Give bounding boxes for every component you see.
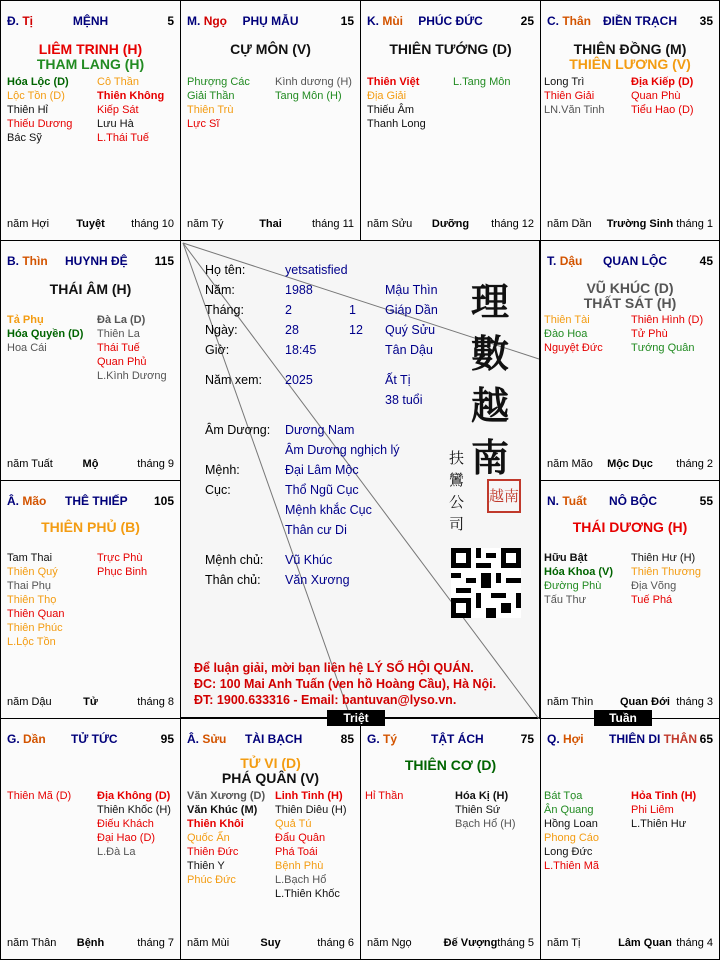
tuan-tag: Tuần [594,710,652,726]
name-value: yetsatisfied [285,263,348,277]
center-info-panel: Họ tên: yetsatisfied Năm: 1988 Mậu Thìn Tháng: 2 1 Giáp Dần Ngày: 28 12 Quý Sửu Giờ: 18:45 Tân Dậu Năm xem: 2025 Ất Tị 38 tuổi Âm Dương: Dương Nam Âm Dương nghịch lý Mệnh: Đại Lâm Mộc Cục: Thổ Ngũ Cục Mệnh khắc Cục Thân cư Di Mệnh chủ: Vũ Khúc Thân chủ: Văn Xương 理 數 越 南 扶 鸞 公 司 越南 Để luận giải, mời bạn liên hệ LÝ SỐ HỘI QUÁN. ĐC: 100 Mai Anh Tuấn (ven hồ Hoàng Cầu), Hà Nội. ĐT: 1900.633316 - Email: bantuvan@lyso.vn. [180,240,540,718]
main-star: PHÁ QUÂN (V) [221,770,320,786]
palace-tu-tuc: G. Dần TỬ TỨC 95 Thiên Mã (D) Địa Không (D) Thiên Khốc (H) Điếu Khách Đại Hao (D) L.Đà La năm Thân Bệnh tháng 7 [0,718,181,960]
contact-line: ĐT: 1900.633316 - Email: bantuvan@lyso.vn. [194,693,457,707]
contact-line: ĐC: 100 Mai Anh Tuấn (ven hồ Hoàng Cầu), Hà Nội. [194,677,497,691]
brand-char: 數 [471,331,510,376]
palace-quan-loc: T. Dậu QUAN LỘC 45 VŨ KHÚC (D) THẤT SÁT (H) Thiên Tài Đào Hoa Nguyệt Đức Thiên Hình (D) Tử Phù Tướng Quân năm Mão Mộc Dục tháng 2 [540,240,720,481]
palace-dien-trach: C. Thân ĐIỀN TRẠCH 35 THIÊN ĐỒNG (M) THIÊN LƯƠNG (V) Long Trì Thiên Giải LN.Văn Tinh Địa Kiếp (D) Quan Phù Tiểu Hao (D) năm Dần Trường Sinh tháng 1 [540,0,720,241]
palace-tat-ach: G. Tý TẬT ÁCH 75 THIÊN CƠ (D) Hỉ Thần Hóa Kị (H) Thiên Sứ Bạch Hổ (H) năm Ngọ Đế Vượng tháng 5 [360,718,541,960]
palace-phu-mau: M. Ngọ PHỤ MẪU 15 CỰ MÔN (V) Phượng Các Giải Thần Thiên Trù Lực Sĩ Kình dương (H) Tang Môn (H) năm Tý Thai tháng 11 [180,0,361,241]
triet-tag: Triệt [327,710,385,726]
palace-tai-bach: Â. Sửu TÀI BẠCH 85 TỬ VI (D) PHÁ QUÂN (V) Văn Xương (D) Văn Khúc (M) Thiên Khôi Quốc Ấn Thiên Đức Thiên Y Phúc Đức Linh Tinh (H) Thiên Diêu (H) Quả Tú Đẩu Quân Phá Toái Bệnh Phù L.Bạch Hổ L.Thiên Khốc năm Mùi Suy tháng 6 [180,718,361,960]
main-star: VŨ KHÚC (D) [586,280,674,296]
than-marker: THÂN [663,732,697,746]
main-star: THIÊN PHỦ (B) [41,519,140,535]
main-star: THIÊN CƠ (D) [404,757,497,773]
main-star: THAM LANG (H) [36,56,145,72]
palace-huynh-de: B. Thìn HUYNH ĐỆ 115 THÁI ÂM (H) Tả Phụ Hóa Quyền (D) Hoa Cái Đà La (D) Thiên La Thái Tuế Quan Phủ L.Kình Dương năm Tuất Mộ tháng 9 [0,240,181,481]
brand-char: 南 [471,435,510,480]
palace-the-thiep: Â. Mão THÊ THIẾP 105 THIÊN PHỦ (B) Tam Thai Thiên Quý Thai Phụ Thiên Thọ Thiên Quan Thiên Phúc L.Lộc Tồn Trực Phù Phục Binh năm Dậu Tử tháng 8 [0,480,181,719]
main-star: CỰ MÔN (V) [230,41,311,57]
contact-line: Để luận giải, mời bạn liên hệ LÝ SỐ HỘI QUÁN. [194,661,474,675]
main-star: TỬ VI (D) [240,755,301,771]
brand-char: 理 [471,279,510,324]
palace-menh: Đ. Tị MỆNH 5 LIÊM TRINH (H) THAM LANG (H) Hóa Lộc (D) Lộc Tồn (D) Thiên Hỉ Thiếu Dương Bác Sỹ Cô Thần Thiên Không Kiếp Sát Lưu Hà L.Thái Tuế năm Hợi Tuyệt tháng 10 [0,0,181,241]
main-star: THIÊN ĐỒNG (M) [573,41,687,57]
main-star: THÁI DƯƠNG (H) [572,519,688,535]
qr-code-icon [451,548,521,618]
main-star: THÁI ÂM (H) [49,281,132,297]
brand-char: 越 [471,383,510,428]
main-star: THIÊN TƯỚNG (D) [389,41,512,57]
main-star: LIÊM TRINH (H) [38,41,143,57]
main-star: THẤT SÁT (H) [583,295,677,311]
red-seal: 越南 [487,479,521,513]
palace-phuc-duc: K. Mùi PHÚC ĐỨC 25 THIÊN TƯỚNG (D) Thiên Việt Địa Giải Thiếu Âm Thanh Long L.Tang Môn năm Sửu Dưỡng tháng 12 [360,0,541,241]
palace-thien-di: Q. Hợi THIÊN DI THÂN 65 Bát Tọa Ân Quang Hồng Loan Phong Cáo Long Đức L.Thiên Mã Hỏa Tinh (H) Phi Liêm L.Thiên Hư năm Tị Lâm Quan tháng 4 [540,718,720,960]
palace-no-boc: N. Tuất NÔ BỘC 55 THÁI DƯƠNG (H) Hữu Bật Hóa Khoa (V) Đường Phù Tấu Thư Thiên Hư (H) Thiên Thương Địa Võng Tuế Phá năm Thìn Quan Đới tháng 3 [540,480,720,719]
main-star: THIÊN LƯƠNG (V) [569,56,691,72]
